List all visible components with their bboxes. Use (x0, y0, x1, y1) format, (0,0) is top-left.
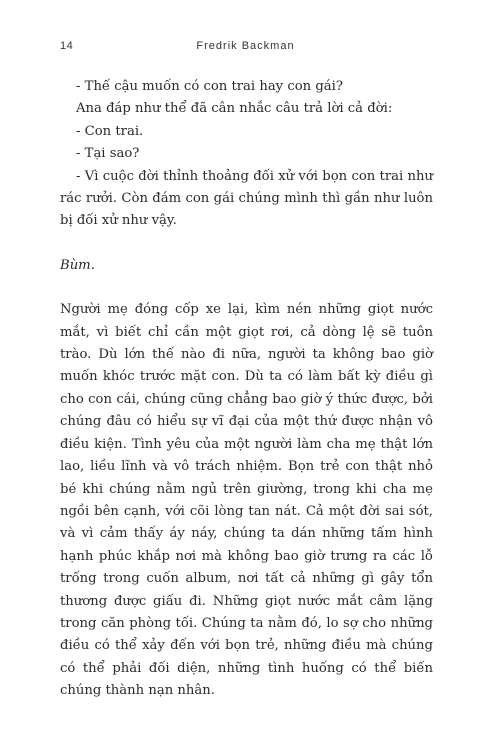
page-number: 14 (60, 40, 74, 52)
dialogue-line: - Vì cuộc đời thỉnh thoảng đối xử với bọn con trai như rác rưởi. Còn đám con gái chúng mình thì gần như luôn bị đối xử như vậy. (60, 168, 433, 229)
dialogue-line: - Con trai. (76, 123, 144, 139)
exclamation: Bùm. (60, 257, 95, 273)
page-header (0, 40, 491, 56)
dialogue-line: - Thế cậu muốn có con trai hay con gái? (76, 79, 343, 94)
narration-line: Ana đáp như thể đã cân nhắc câu trả lời cả đời: (76, 101, 393, 117)
page-body (60, 76, 433, 703)
running-head: Fredrik Backman (196, 40, 295, 52)
dialogue-line: - Tại sao? (76, 146, 140, 162)
body-paragraph: Người mẹ đóng cốp xe lại, kìm nén những giọt nước mắt, vì biết chỉ cần một giọt rơi, cả dòng lệ sẽ tuôn trào. Dù lớn thế nào đi nữa, người ta không bao giờ muốn khóc trước mặt con. Dù ta có làm bất kỳ điều gì cho con cái, chúng cũng chẳng bao giờ ý thức được, bởi chúng đâu có hiểu sự vĩ đại của một thứ được nhận vô điều kiện. Tình yêu của một người làm cha mẹ thật lớn lao, liều lĩnh và vô trách nhiệm. Bọn trẻ con thật nhỏ bé khi chúng nằm ngủ trên giường, trong khi cha mẹ ngồi bên cạnh, với cõi lòng tan nát. Cả một đời sai sót, và vì cảm thấy áy náy, chúng ta dán những tấm hình hạnh phúc khắp nơi mà không bao giờ trưng ra các lỗ trống trong cuốn album, nơi tất cả những gì gây tổn thương được giấu đi. Những giọt nước mắt câm lặng trong căn phòng tối. Chúng ta nằm đó, lo sợ cho những điều có thể xảy đến với bọn trẻ, những điều mà chúng có thể phải đối diện, những tình huống có thể biến chúng thành nạn nhân. (60, 302, 433, 699)
